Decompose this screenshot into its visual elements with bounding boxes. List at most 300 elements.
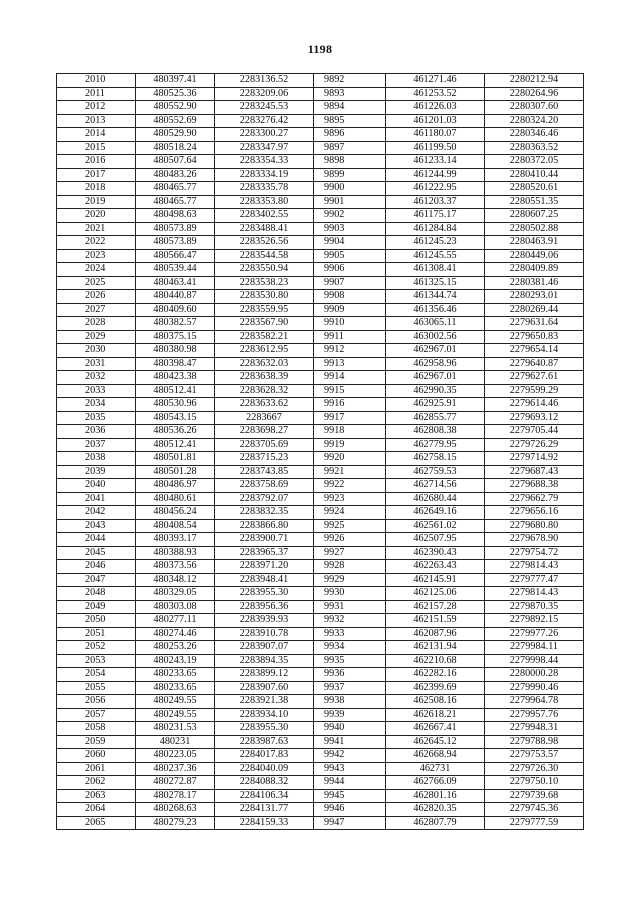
table-row (57, 114, 584, 128)
y-coordinate-right-cell: 2279627.61 (485, 371, 584, 385)
point-id-right-cell: 9938 (314, 695, 386, 709)
point-id-right-cell: 9909 (314, 303, 386, 317)
y-coordinate-left-cell: 2283209.06 (215, 87, 314, 101)
x-coordinate-right-cell: 463065.11 (386, 317, 485, 331)
point-id-right-cell: 9892 (314, 74, 386, 88)
x-coordinate-left-cell: 480388.93 (136, 546, 215, 560)
y-coordinate-left-cell: 2283538.23 (215, 276, 314, 290)
y-coordinate-right-cell: 2280551.35 (485, 195, 584, 209)
x-coordinate-right-cell: 462508.16 (386, 695, 485, 709)
point-id-right-cell: 9927 (314, 546, 386, 560)
x-coordinate-left-cell: 480253.26 (136, 641, 215, 655)
y-coordinate-right-cell: 2279599.29 (485, 384, 584, 398)
point-id-right-cell: 9902 (314, 209, 386, 223)
x-coordinate-right-cell: 462990.35 (386, 384, 485, 398)
point-id-left-cell: 2040 (57, 479, 136, 493)
point-id-right-cell: 9901 (314, 195, 386, 209)
x-coordinate-right-cell: 461308.41 (386, 263, 485, 277)
x-coordinate-left-cell: 480552.69 (136, 114, 215, 128)
point-id-right-cell: 9893 (314, 87, 386, 101)
x-coordinate-right-cell: 462645.12 (386, 735, 485, 749)
x-coordinate-left-cell: 480329.05 (136, 587, 215, 601)
point-id-right-cell: 9925 (314, 519, 386, 533)
point-id-right-cell: 9933 (314, 627, 386, 641)
x-coordinate-right-cell: 462855.77 (386, 411, 485, 425)
point-id-right-cell: 9947 (314, 816, 386, 830)
y-coordinate-left-cell: 2283582.21 (215, 330, 314, 344)
x-coordinate-left-cell: 480483.26 (136, 168, 215, 182)
point-id-left-cell: 2022 (57, 236, 136, 250)
y-coordinate-left-cell: 2283353.80 (215, 195, 314, 209)
point-id-right-cell: 9914 (314, 371, 386, 385)
x-coordinate-left-cell: 480501.81 (136, 452, 215, 466)
x-coordinate-left-cell: 480348.12 (136, 573, 215, 587)
x-coordinate-right-cell: 461271.46 (386, 74, 485, 88)
y-coordinate-left-cell: 2283628.32 (215, 384, 314, 398)
table-row (57, 357, 584, 371)
y-coordinate-right-cell: 2279814.43 (485, 560, 584, 574)
point-id-right-cell: 9924 (314, 506, 386, 520)
x-coordinate-left-cell: 480233.65 (136, 681, 215, 695)
y-coordinate-right-cell: 2279753.57 (485, 749, 584, 763)
point-id-right-cell: 9896 (314, 128, 386, 142)
y-coordinate-left-cell: 2283899.12 (215, 668, 314, 682)
point-id-right-cell: 9911 (314, 330, 386, 344)
point-id-left-cell: 2023 (57, 249, 136, 263)
table-row (57, 762, 584, 776)
table-row (57, 681, 584, 695)
point-id-left-cell: 2019 (57, 195, 136, 209)
point-id-left-cell: 2058 (57, 722, 136, 736)
x-coordinate-right-cell: 461245.55 (386, 249, 485, 263)
table-row (57, 303, 584, 317)
table-row (57, 344, 584, 358)
x-coordinate-right-cell: 462808.38 (386, 425, 485, 439)
y-coordinate-right-cell: 2279726.29 (485, 438, 584, 452)
point-id-left-cell: 2056 (57, 695, 136, 709)
x-coordinate-right-cell: 462668.94 (386, 749, 485, 763)
y-coordinate-right-cell: 2279680.80 (485, 519, 584, 533)
table-row (57, 573, 584, 587)
point-id-right-cell: 9895 (314, 114, 386, 128)
point-id-left-cell: 2039 (57, 465, 136, 479)
x-coordinate-right-cell: 462145.91 (386, 573, 485, 587)
y-coordinate-right-cell: 2280520.61 (485, 182, 584, 196)
y-coordinate-right-cell: 2279650.83 (485, 330, 584, 344)
x-coordinate-right-cell: 462820.35 (386, 803, 485, 817)
y-coordinate-right-cell: 2280269.44 (485, 303, 584, 317)
y-coordinate-right-cell: 2279870.35 (485, 600, 584, 614)
x-coordinate-left-cell: 480237.36 (136, 762, 215, 776)
point-id-left-cell: 2024 (57, 263, 136, 277)
x-coordinate-right-cell: 462731 (386, 762, 485, 776)
y-coordinate-right-cell: 2280463.91 (485, 236, 584, 250)
x-coordinate-left-cell: 480231.53 (136, 722, 215, 736)
x-coordinate-left-cell: 480536.26 (136, 425, 215, 439)
x-coordinate-left-cell: 480398.47 (136, 357, 215, 371)
table-row (57, 560, 584, 574)
table-row (57, 398, 584, 412)
x-coordinate-left-cell: 480573.89 (136, 236, 215, 250)
point-id-left-cell: 2028 (57, 317, 136, 331)
point-id-right-cell: 9940 (314, 722, 386, 736)
x-coordinate-right-cell: 461175.17 (386, 209, 485, 223)
x-coordinate-right-cell: 462131.94 (386, 641, 485, 655)
point-id-left-cell: 2059 (57, 735, 136, 749)
y-coordinate-right-cell: 2279998.44 (485, 654, 584, 668)
table-row (57, 182, 584, 196)
x-coordinate-left-cell: 480530.96 (136, 398, 215, 412)
table-row (57, 371, 584, 385)
point-id-right-cell: 9907 (314, 276, 386, 290)
point-id-left-cell: 2050 (57, 614, 136, 628)
y-coordinate-right-cell: 2279631.64 (485, 317, 584, 331)
x-coordinate-right-cell: 462807.79 (386, 816, 485, 830)
x-coordinate-left-cell: 480382.57 (136, 317, 215, 331)
y-coordinate-left-cell: 2283758.69 (215, 479, 314, 493)
y-coordinate-right-cell: 2279662.79 (485, 492, 584, 506)
y-coordinate-right-cell: 2279739.68 (485, 789, 584, 803)
x-coordinate-right-cell: 462925.91 (386, 398, 485, 412)
point-id-left-cell: 2036 (57, 425, 136, 439)
point-id-left-cell: 2047 (57, 573, 136, 587)
x-coordinate-left-cell: 480465.77 (136, 195, 215, 209)
point-id-left-cell: 2052 (57, 641, 136, 655)
table-row (57, 317, 584, 331)
table-row (57, 141, 584, 155)
point-id-right-cell: 9918 (314, 425, 386, 439)
table-row (57, 195, 584, 209)
table-row (57, 546, 584, 560)
point-id-right-cell: 9904 (314, 236, 386, 250)
y-coordinate-right-cell: 2280000.28 (485, 668, 584, 682)
point-id-left-cell: 2062 (57, 776, 136, 790)
coordinates-table (56, 73, 584, 830)
point-id-right-cell: 9923 (314, 492, 386, 506)
y-coordinate-left-cell: 2283907.07 (215, 641, 314, 655)
x-coordinate-right-cell: 461245.23 (386, 236, 485, 250)
y-coordinate-left-cell: 2283530.80 (215, 290, 314, 304)
y-coordinate-left-cell: 2283334.19 (215, 168, 314, 182)
x-coordinate-left-cell: 480423.38 (136, 371, 215, 385)
x-coordinate-left-cell: 480507.64 (136, 155, 215, 169)
table-row (57, 249, 584, 263)
y-coordinate-left-cell: 2283910.78 (215, 627, 314, 641)
y-coordinate-left-cell: 2283934.10 (215, 708, 314, 722)
x-coordinate-left-cell: 480223.05 (136, 749, 215, 763)
point-id-left-cell: 2031 (57, 357, 136, 371)
point-id-left-cell: 2061 (57, 762, 136, 776)
x-coordinate-left-cell: 480393.17 (136, 533, 215, 547)
point-id-right-cell: 9898 (314, 155, 386, 169)
y-coordinate-left-cell: 2283792.07 (215, 492, 314, 506)
point-id-left-cell: 2064 (57, 803, 136, 817)
y-coordinate-right-cell: 2279656.16 (485, 506, 584, 520)
y-coordinate-right-cell: 2280607.25 (485, 209, 584, 223)
y-coordinate-left-cell: 2283667 (215, 411, 314, 425)
x-coordinate-right-cell: 462151.59 (386, 614, 485, 628)
point-id-left-cell: 2042 (57, 506, 136, 520)
y-coordinate-right-cell: 2280264.96 (485, 87, 584, 101)
table-row (57, 411, 584, 425)
x-coordinate-left-cell: 480512.41 (136, 438, 215, 452)
y-coordinate-left-cell: 2283971.20 (215, 560, 314, 574)
point-id-left-cell: 2017 (57, 168, 136, 182)
table-row (57, 263, 584, 277)
point-id-right-cell: 9934 (314, 641, 386, 655)
y-coordinate-left-cell: 2283715.23 (215, 452, 314, 466)
y-coordinate-left-cell: 2283632.03 (215, 357, 314, 371)
point-id-left-cell: 2057 (57, 708, 136, 722)
point-id-right-cell: 9930 (314, 587, 386, 601)
table-row (57, 168, 584, 182)
x-coordinate-right-cell: 462125.06 (386, 587, 485, 601)
x-coordinate-left-cell: 480525.36 (136, 87, 215, 101)
table-row (57, 654, 584, 668)
x-coordinate-left-cell: 480268.63 (136, 803, 215, 817)
table-row (57, 465, 584, 479)
coordinates-table-body (57, 74, 584, 830)
point-id-right-cell: 9928 (314, 560, 386, 574)
y-coordinate-left-cell: 2284017.83 (215, 749, 314, 763)
point-id-right-cell: 9912 (314, 344, 386, 358)
table-row (57, 425, 584, 439)
point-id-right-cell: 9921 (314, 465, 386, 479)
y-coordinate-left-cell: 2283354.33 (215, 155, 314, 169)
x-coordinate-left-cell: 480373.56 (136, 560, 215, 574)
x-coordinate-right-cell: 462210.68 (386, 654, 485, 668)
x-coordinate-right-cell: 462766.09 (386, 776, 485, 790)
point-id-left-cell: 2016 (57, 155, 136, 169)
point-id-right-cell: 9900 (314, 182, 386, 196)
x-coordinate-right-cell: 461226.03 (386, 101, 485, 115)
table-row (57, 614, 584, 628)
x-coordinate-right-cell: 462680.44 (386, 492, 485, 506)
table-row (57, 155, 584, 169)
y-coordinate-left-cell: 2283347.97 (215, 141, 314, 155)
point-id-right-cell: 9920 (314, 452, 386, 466)
x-coordinate-right-cell: 461199.50 (386, 141, 485, 155)
y-coordinate-right-cell: 2279788.98 (485, 735, 584, 749)
y-coordinate-left-cell: 2283866.80 (215, 519, 314, 533)
x-coordinate-right-cell: 462618.21 (386, 708, 485, 722)
x-coordinate-right-cell: 461233.14 (386, 155, 485, 169)
x-coordinate-left-cell: 480233.65 (136, 668, 215, 682)
point-id-right-cell: 9916 (314, 398, 386, 412)
point-id-right-cell: 9932 (314, 614, 386, 628)
point-id-left-cell: 2055 (57, 681, 136, 695)
y-coordinate-right-cell: 2280307.60 (485, 101, 584, 115)
table-row (57, 695, 584, 709)
x-coordinate-right-cell: 461244.99 (386, 168, 485, 182)
x-coordinate-right-cell: 462561.02 (386, 519, 485, 533)
point-id-left-cell: 2035 (57, 411, 136, 425)
point-id-left-cell: 2025 (57, 276, 136, 290)
point-id-left-cell: 2027 (57, 303, 136, 317)
y-coordinate-right-cell: 2280372.05 (485, 155, 584, 169)
y-coordinate-left-cell: 2283488.41 (215, 222, 314, 236)
point-id-left-cell: 2015 (57, 141, 136, 155)
y-coordinate-right-cell: 2279977.26 (485, 627, 584, 641)
point-id-left-cell: 2049 (57, 600, 136, 614)
y-coordinate-right-cell: 2279990.46 (485, 681, 584, 695)
y-coordinate-left-cell: 2283955.30 (215, 587, 314, 601)
y-coordinate-left-cell: 2283638.39 (215, 371, 314, 385)
point-id-right-cell: 9931 (314, 600, 386, 614)
point-id-left-cell: 2045 (57, 546, 136, 560)
table-row (57, 641, 584, 655)
x-coordinate-right-cell: 462967.01 (386, 371, 485, 385)
point-id-right-cell: 9943 (314, 762, 386, 776)
point-id-right-cell: 9897 (314, 141, 386, 155)
y-coordinate-right-cell: 2280212.94 (485, 74, 584, 88)
y-coordinate-right-cell: 2280449.06 (485, 249, 584, 263)
point-id-right-cell: 9910 (314, 317, 386, 331)
x-coordinate-right-cell: 461356.46 (386, 303, 485, 317)
point-id-left-cell: 2032 (57, 371, 136, 385)
y-coordinate-right-cell: 2279892.15 (485, 614, 584, 628)
x-coordinate-left-cell: 480408.54 (136, 519, 215, 533)
x-coordinate-right-cell: 463002.56 (386, 330, 485, 344)
y-coordinate-right-cell: 2279640.87 (485, 357, 584, 371)
y-coordinate-right-cell: 2280409.89 (485, 263, 584, 277)
point-id-left-cell: 2012 (57, 101, 136, 115)
point-id-left-cell: 2046 (57, 560, 136, 574)
table-row (57, 128, 584, 142)
table-row (57, 803, 584, 817)
y-coordinate-right-cell: 2279687.43 (485, 465, 584, 479)
page-number: 1198 (307, 42, 333, 56)
x-coordinate-left-cell: 480380.98 (136, 344, 215, 358)
y-coordinate-left-cell: 2283907.60 (215, 681, 314, 695)
y-coordinate-left-cell: 2283698.27 (215, 425, 314, 439)
table-row (57, 438, 584, 452)
y-coordinate-left-cell: 2283743.85 (215, 465, 314, 479)
table-row (57, 789, 584, 803)
x-coordinate-right-cell: 462649.16 (386, 506, 485, 520)
point-id-right-cell: 9944 (314, 776, 386, 790)
y-coordinate-left-cell: 2283894.35 (215, 654, 314, 668)
x-coordinate-right-cell: 462779.95 (386, 438, 485, 452)
x-coordinate-right-cell: 462759.53 (386, 465, 485, 479)
point-id-left-cell: 2038 (57, 452, 136, 466)
y-coordinate-right-cell: 2280410.44 (485, 168, 584, 182)
y-coordinate-left-cell: 2283900.71 (215, 533, 314, 547)
y-coordinate-right-cell: 2280363.52 (485, 141, 584, 155)
point-id-left-cell: 2029 (57, 330, 136, 344)
x-coordinate-left-cell: 480278.17 (136, 789, 215, 803)
x-coordinate-left-cell: 480243.19 (136, 654, 215, 668)
table-row (57, 87, 584, 101)
y-coordinate-left-cell: 2283832.35 (215, 506, 314, 520)
x-coordinate-left-cell: 480501.28 (136, 465, 215, 479)
x-coordinate-right-cell: 462758.15 (386, 452, 485, 466)
y-coordinate-left-cell: 2283965.37 (215, 546, 314, 560)
point-id-right-cell: 9937 (314, 681, 386, 695)
y-coordinate-left-cell: 2284040.09 (215, 762, 314, 776)
y-coordinate-left-cell: 2283136.52 (215, 74, 314, 88)
table-row (57, 330, 584, 344)
x-coordinate-right-cell: 462390.43 (386, 546, 485, 560)
point-id-left-cell: 2033 (57, 384, 136, 398)
table-row (57, 479, 584, 493)
y-coordinate-right-cell: 2279693.12 (485, 411, 584, 425)
y-coordinate-left-cell: 2284106.34 (215, 789, 314, 803)
point-id-left-cell: 2037 (57, 438, 136, 452)
table-row (57, 492, 584, 506)
y-coordinate-right-cell: 2279984.11 (485, 641, 584, 655)
y-coordinate-left-cell: 2283567.90 (215, 317, 314, 331)
y-coordinate-right-cell: 2279726.30 (485, 762, 584, 776)
y-coordinate-left-cell: 2284131.77 (215, 803, 314, 817)
x-coordinate-left-cell: 480456.24 (136, 506, 215, 520)
point-id-left-cell: 2010 (57, 74, 136, 88)
y-coordinate-left-cell: 2283612.95 (215, 344, 314, 358)
x-coordinate-left-cell: 480463.41 (136, 276, 215, 290)
point-id-left-cell: 2065 (57, 816, 136, 830)
point-id-right-cell: 9946 (314, 803, 386, 817)
point-id-right-cell: 9941 (314, 735, 386, 749)
x-coordinate-right-cell: 462282.16 (386, 668, 485, 682)
point-id-left-cell: 2041 (57, 492, 136, 506)
point-id-right-cell: 9945 (314, 789, 386, 803)
y-coordinate-right-cell: 2280502.88 (485, 222, 584, 236)
y-coordinate-right-cell: 2279777.47 (485, 573, 584, 587)
x-coordinate-left-cell: 480409.60 (136, 303, 215, 317)
point-id-left-cell: 2044 (57, 533, 136, 547)
x-coordinate-right-cell: 462958.96 (386, 357, 485, 371)
point-id-left-cell: 2043 (57, 519, 136, 533)
y-coordinate-left-cell: 2283276.42 (215, 114, 314, 128)
x-coordinate-left-cell: 480465.77 (136, 182, 215, 196)
point-id-left-cell: 2060 (57, 749, 136, 763)
y-coordinate-left-cell: 2283544.58 (215, 249, 314, 263)
x-coordinate-left-cell: 480518.24 (136, 141, 215, 155)
y-coordinate-left-cell: 2283939.93 (215, 614, 314, 628)
x-coordinate-right-cell: 462087.96 (386, 627, 485, 641)
y-coordinate-right-cell: 2280381.46 (485, 276, 584, 290)
table-row (57, 722, 584, 736)
x-coordinate-left-cell: 480486.97 (136, 479, 215, 493)
x-coordinate-left-cell: 480573.89 (136, 222, 215, 236)
point-id-left-cell: 2030 (57, 344, 136, 358)
x-coordinate-right-cell: 462801.16 (386, 789, 485, 803)
y-coordinate-left-cell: 2283633.62 (215, 398, 314, 412)
y-coordinate-left-cell: 2283526.56 (215, 236, 314, 250)
y-coordinate-left-cell: 2283705.69 (215, 438, 314, 452)
point-id-right-cell: 9929 (314, 573, 386, 587)
point-id-right-cell: 9942 (314, 749, 386, 763)
x-coordinate-right-cell: 461180.07 (386, 128, 485, 142)
point-id-right-cell: 9917 (314, 411, 386, 425)
point-id-right-cell: 9905 (314, 249, 386, 263)
y-coordinate-right-cell: 2279654.14 (485, 344, 584, 358)
table-row (57, 816, 584, 830)
x-coordinate-right-cell: 462667.41 (386, 722, 485, 736)
y-coordinate-right-cell: 2279745.36 (485, 803, 584, 817)
y-coordinate-left-cell: 2283948.41 (215, 573, 314, 587)
x-coordinate-right-cell: 462399.69 (386, 681, 485, 695)
point-id-left-cell: 2014 (57, 128, 136, 142)
point-id-left-cell: 2051 (57, 627, 136, 641)
y-coordinate-left-cell: 2283987.63 (215, 735, 314, 749)
x-coordinate-left-cell: 480552.90 (136, 101, 215, 115)
point-id-left-cell: 2034 (57, 398, 136, 412)
point-id-left-cell: 2053 (57, 654, 136, 668)
point-id-right-cell: 9903 (314, 222, 386, 236)
x-coordinate-left-cell: 480397.41 (136, 74, 215, 88)
point-id-right-cell: 9906 (314, 263, 386, 277)
